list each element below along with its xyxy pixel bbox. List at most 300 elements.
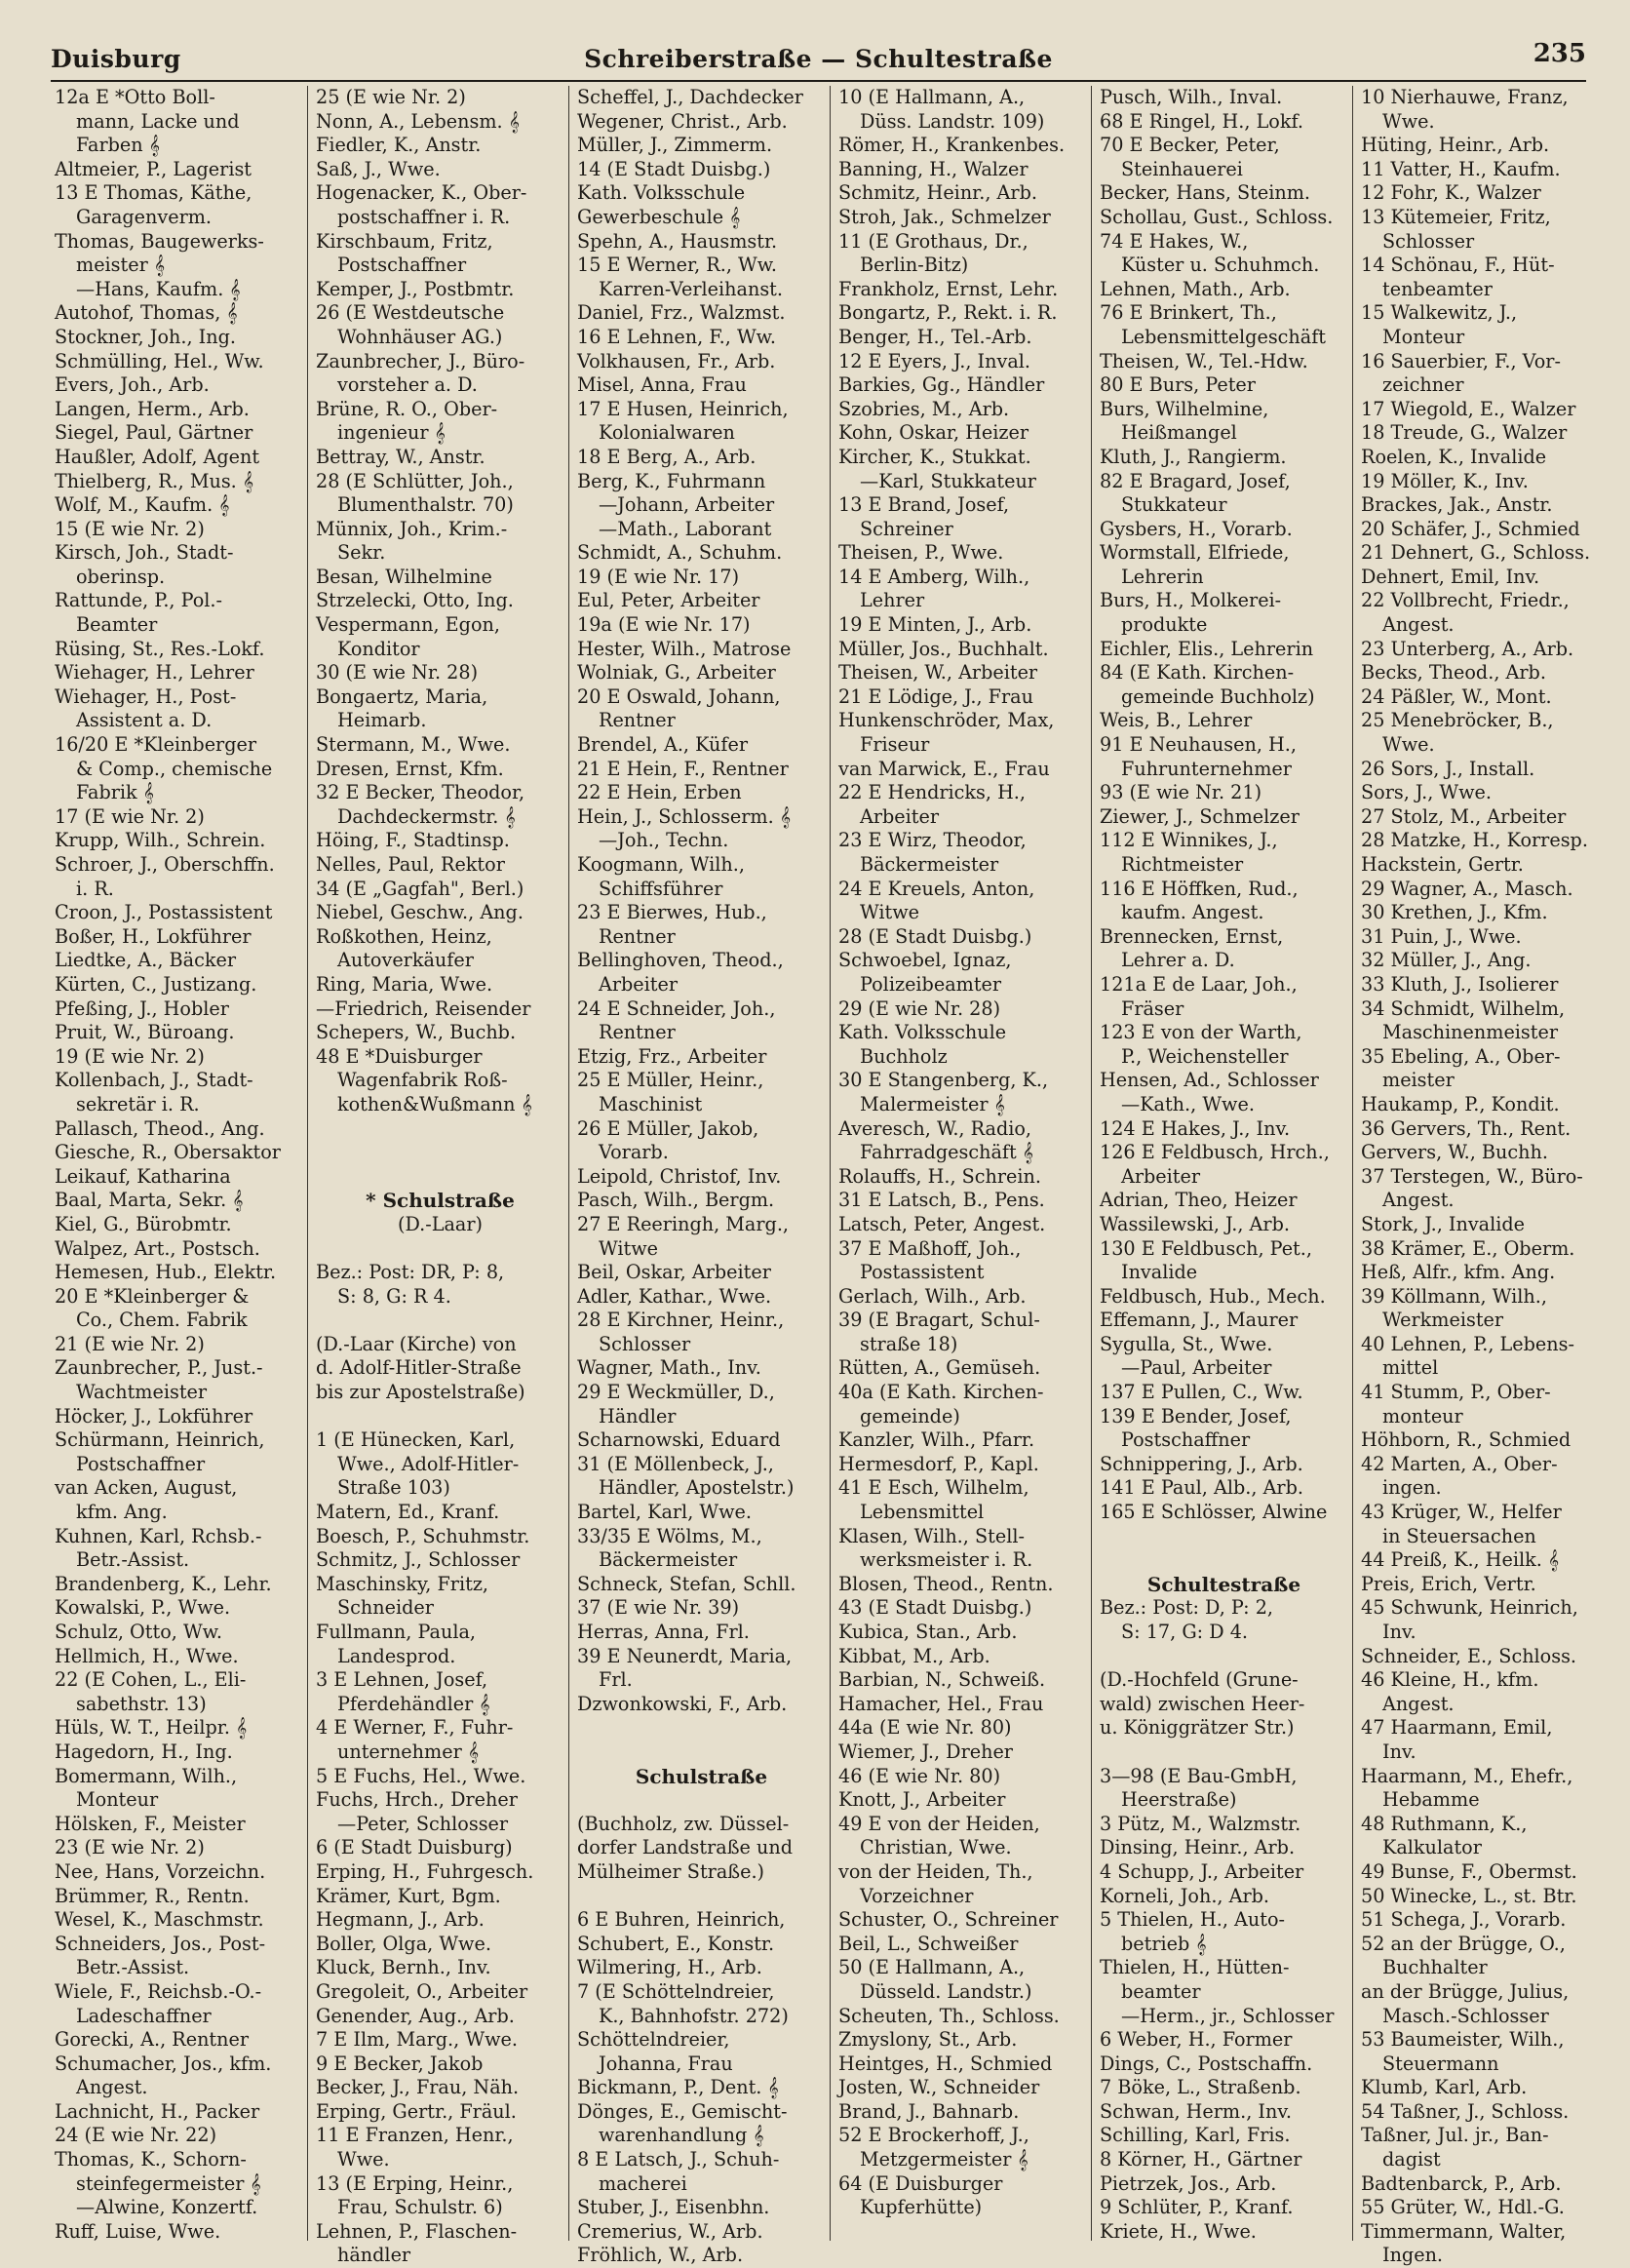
directory-entry: Bartel, Karl, Wwe. bbox=[577, 1501, 752, 1524]
directory-entry: Ingen. bbox=[1382, 2244, 1444, 2267]
directory-entry: Stukkateur bbox=[1121, 493, 1227, 517]
directory-entry: Misel, Anna, Frau bbox=[577, 373, 747, 397]
directory-entry: Wolniak, G., Arbeiter bbox=[577, 661, 776, 684]
directory-entry: Fullmann, Paula, bbox=[316, 1621, 477, 1643]
directory-entry: macherei bbox=[599, 2171, 687, 2195]
directory-entry: Schürmann, Heinrich, bbox=[55, 1428, 265, 1452]
directory-entry: 16 Sauerbier, F., Vor- bbox=[1361, 349, 1561, 372]
directory-entry: Friseur bbox=[860, 733, 930, 757]
directory-entry: 25 E Müller, Heinr., bbox=[577, 1069, 764, 1092]
street-heading: Schultestraße bbox=[1146, 1572, 1301, 1596]
directory-entry: 15 (E wie Nr. 2) bbox=[55, 517, 205, 540]
directory-entry: Farben 𝄞 bbox=[76, 134, 161, 157]
directory-entry: Averesch, W., Radio, bbox=[838, 1116, 1032, 1140]
directory-entry: 22 (E Cohen, L., Eli- bbox=[55, 1668, 247, 1692]
directory-entry: Latsch, Peter, Angest. bbox=[838, 1212, 1046, 1235]
directory-entry: 31 (E Möllenbeck, J., bbox=[577, 1452, 774, 1475]
directory-entry: 21 E Lödige, J., Frau bbox=[838, 684, 1033, 708]
street-heading: Schulstraße bbox=[635, 1764, 768, 1788]
directory-entry: 93 (E wie Nr. 21) bbox=[1100, 781, 1262, 804]
directory-entry: Blosen, Theod., Rentn. bbox=[838, 1572, 1054, 1595]
directory-entry: Wesel, K., Maschmstr. bbox=[55, 1908, 264, 1932]
directory-entry: 70 E Becker, Peter, bbox=[1100, 134, 1280, 157]
directory-entry: 126 E Feldbusch, Hrch., bbox=[1100, 1141, 1330, 1164]
directory-entry: Schubert, E., Konstr. bbox=[577, 1932, 775, 1955]
directory-entry: Pferdehändler 𝄞 bbox=[337, 1692, 490, 1715]
directory-entry: 28 Matzke, H., Korresp. bbox=[1361, 829, 1588, 852]
directory-entry: Stockner, Joh., Ing. bbox=[55, 325, 236, 348]
directory-entry: Brümmer, R., Rentn. bbox=[55, 1884, 250, 1907]
directory-entry: Thielen, H., Hütten- bbox=[1100, 1956, 1290, 1979]
directory-entry: 21 (E wie Nr. 2) bbox=[55, 1332, 205, 1355]
directory-entry: 23 E Wirz, Theodor, bbox=[838, 829, 1027, 852]
directory-entry: Postschaffner bbox=[76, 1452, 206, 1475]
directory-entry: Hölsken, F., Meister bbox=[55, 1812, 246, 1835]
directory-entry: Inv. bbox=[1382, 1621, 1417, 1643]
directory-entry: 24 E Schneider, Joh., bbox=[577, 997, 776, 1020]
directory-entry: 27 Stolz, M., Arbeiter bbox=[1361, 804, 1567, 828]
directory-entry: Postschaffner bbox=[1121, 1428, 1251, 1452]
directory-entry: Wegener, Christ., Arb. bbox=[577, 109, 788, 133]
directory-entry: 137 E Pullen, C., Ww. bbox=[1100, 1381, 1303, 1404]
directory-entry: Evers, Joh., Arb. bbox=[55, 373, 210, 397]
directory-entry: Wwe. bbox=[1382, 109, 1435, 133]
directory-entry: Kubica, Stan., Arb. bbox=[838, 1621, 1018, 1643]
directory-entry: 31 Puin, J., Wwe. bbox=[1361, 924, 1522, 948]
directory-entry: Josten, W., Schneider bbox=[838, 2076, 1040, 2099]
directory-entry: —Math., Laborant bbox=[599, 517, 772, 540]
spacer bbox=[577, 1740, 826, 1765]
directory-entry: Ring, Maria, Wwe. bbox=[316, 972, 493, 996]
directory-entry: 37 Terstegen, W., Büro- bbox=[1361, 1164, 1583, 1188]
directory-entry: meister bbox=[1382, 1069, 1455, 1092]
directory-entry: Römer, H., Krankenbes. bbox=[838, 134, 1066, 157]
directory-entry: beamter bbox=[1121, 1979, 1201, 2003]
directory-entry: 26 Sors, J., Install. bbox=[1361, 757, 1535, 780]
header-city: Duisburg bbox=[51, 45, 181, 73]
directory-entry: ingenieur 𝄞 bbox=[337, 421, 446, 445]
directory-entry: 82 E Bragard, Josef, bbox=[1100, 469, 1291, 492]
directory-entry: Boßer, H., Lokführer bbox=[55, 924, 252, 948]
directory-entry: Fabrik 𝄞 bbox=[76, 781, 155, 804]
spacer bbox=[316, 1141, 564, 1165]
directory-entry: Pasch, Wilh., Bergm. bbox=[577, 1189, 775, 1212]
directory-entry: Wiehager, H., Post- bbox=[55, 684, 237, 708]
directory-entry: Bongaertz, Maria, bbox=[316, 684, 488, 708]
directory-entry: Gysbers, H., Vorarb. bbox=[1100, 517, 1293, 540]
directory-entry: Höhborn, R., Schmied bbox=[1361, 1428, 1572, 1452]
directory-entry: Wwe. bbox=[1382, 733, 1435, 757]
directory-entry: Rentner bbox=[599, 924, 676, 948]
directory-entry: Vorarb. bbox=[599, 1141, 669, 1164]
directory-entry: 121a E de Laar, Joh., bbox=[1100, 972, 1298, 996]
directory-entry: d. Adolf-Hitler-Straße bbox=[316, 1356, 522, 1380]
directory-entry: 23 E Bierwes, Hub., bbox=[577, 901, 767, 924]
directory-entry: Dehnert, Emil, Inv. bbox=[1361, 565, 1540, 588]
directory-entry: 11 Vatter, H., Kaufm. bbox=[1361, 157, 1561, 180]
column-6 bbox=[1361, 86, 1614, 2267]
directory-entry: Klasen, Wilh., Stell- bbox=[838, 1524, 1025, 1547]
directory-entry: 5 Thielen, H., Auto- bbox=[1100, 1908, 1285, 1932]
directory-entry: 17 (E wie Nr. 2) bbox=[55, 804, 205, 828]
directory-entry: Kohn, Oskar, Heizer bbox=[838, 421, 1029, 445]
directory-entry: Thomas, Baugewerks- bbox=[55, 229, 264, 253]
directory-entry: Kirsch, Joh., Stadt- bbox=[55, 541, 234, 565]
directory-entry: 39 Köllmann, Wilh., bbox=[1361, 1284, 1547, 1308]
directory-entry: Händler, Apostelstr.) bbox=[599, 1476, 795, 1500]
directory-entry: 18 Treude, G., Walzer bbox=[1361, 421, 1568, 445]
directory-entry: 12 E Eyers, J., Inval. bbox=[838, 349, 1030, 372]
directory-entry: Wohnhäuser AG.) bbox=[337, 325, 503, 348]
directory-entry: Kupferhütte) bbox=[860, 2196, 983, 2219]
directory-entry: Schneider bbox=[337, 1596, 434, 1620]
directory-entry: Schulz, Otto, Ww. bbox=[55, 1621, 222, 1643]
directory-entry: Bomermann, Wilh., bbox=[55, 1764, 238, 1787]
directory-entry: 6 (E Stadt Duisburg) bbox=[316, 1836, 513, 1859]
directory-entry: Postschaffner bbox=[337, 254, 467, 277]
directory-entry: (Buchholz, zw. Düssel- bbox=[577, 1812, 790, 1835]
directory-entry: Beamter bbox=[76, 613, 158, 637]
directory-entry: Besan, Wilhelmine bbox=[316, 565, 492, 588]
directory-entry: Burs, H., Molkerei- bbox=[1100, 589, 1282, 612]
directory-entry: 32 E Becker, Theodor, bbox=[316, 781, 525, 804]
directory-entry: 15 Walkewitz, J., bbox=[1361, 301, 1518, 325]
directory-entry: Schmitz, Heinr., Arb. bbox=[838, 181, 1037, 205]
directory-entry: Erping, H., Fuhrgesch. bbox=[316, 1859, 534, 1883]
directory-entry: Kollenbach, J., Stadt- bbox=[55, 1069, 253, 1092]
directory-entry: Gervers, W., Buchh. bbox=[1361, 1141, 1548, 1164]
directory-entry: Bez.: Post: DR, P: 8, bbox=[316, 1261, 505, 1284]
directory-entry: sekretär i. R. bbox=[76, 1092, 200, 1115]
directory-entry: Vorzeichner bbox=[860, 1884, 974, 1907]
directory-entry: Rütten, A., Gemüseh. bbox=[838, 1356, 1041, 1380]
directory-entry: 14 (E Stadt Duisbg.) bbox=[577, 157, 771, 180]
directory-entry: Krupp, Wilh., Schrein. bbox=[55, 829, 266, 852]
directory-entry: Hüls, W. T., Heilpr. 𝄞 bbox=[55, 1716, 248, 1740]
directory-entry: u. Königgrätzer Str.) bbox=[1100, 1716, 1295, 1740]
directory-entry: 33/35 E Wölms, M., bbox=[577, 1524, 762, 1547]
directory-entry: Hellmich, H., Wwe. bbox=[55, 1644, 239, 1667]
directory-entry: 123 E von der Warth, bbox=[1100, 1021, 1302, 1044]
directory-entry: Hegmann, J., Arb. bbox=[316, 1908, 485, 1932]
spacer bbox=[1100, 1740, 1348, 1765]
directory-entry: 4 E Werner, F., Fuhr- bbox=[316, 1716, 514, 1740]
directory-entry: 165 E Schlösser, Alwine bbox=[1100, 1501, 1328, 1524]
directory-entry: Haußler, Adolf, Agent bbox=[55, 445, 260, 468]
page-number: 235 bbox=[1533, 39, 1586, 68]
directory-entry: Steuermann bbox=[1382, 2052, 1499, 2075]
directory-entry: Wagenfabrik Roß- bbox=[337, 1069, 508, 1092]
spacer bbox=[577, 1716, 826, 1740]
directory-entry: 12 Fohr, K., Walzer bbox=[1361, 181, 1541, 205]
directory-entry: Lehrer a. D. bbox=[1121, 949, 1235, 972]
directory-entry: Werkmeister bbox=[1382, 1309, 1504, 1332]
directory-entry: 48 E *Duisburger bbox=[316, 1044, 483, 1068]
directory-entry: meister 𝄞 bbox=[76, 254, 166, 277]
directory-entry: Masch.-Schlosser bbox=[1382, 2004, 1549, 2027]
directory-entry: Polizeibeamter bbox=[860, 972, 1002, 996]
directory-entry: Küster u. Schuhmch. bbox=[1121, 254, 1320, 277]
directory-entry: Heß, Alfr., kfm. Ang. bbox=[1361, 1261, 1556, 1284]
directory-entry: Frl. bbox=[599, 1668, 633, 1692]
directory-entry: Hebamme bbox=[1382, 1788, 1480, 1812]
directory-entry: Lehrerin bbox=[1121, 565, 1204, 588]
directory-entry: Hackstein, Gertr. bbox=[1361, 853, 1524, 876]
directory-entry: Gewerbeschule 𝄞 bbox=[577, 205, 741, 228]
directory-entry: Saß, J., Wwe. bbox=[316, 157, 441, 180]
column-3 bbox=[577, 86, 831, 2267]
directory-entry: Hagedorn, H., Ing. bbox=[55, 1740, 233, 1763]
directory-entry: 9 E Becker, Jakob bbox=[316, 2052, 484, 2075]
directory-entry: Leipold, Christof, Inv. bbox=[577, 1164, 782, 1188]
directory-entry: Haukamp, P., Kondit. bbox=[1361, 1092, 1560, 1115]
directory-entry: 35 Ebeling, A., Ober- bbox=[1361, 1044, 1561, 1068]
directory-entry: 124 E Hakes, J., Inv. bbox=[1100, 1116, 1291, 1140]
directory-entry: Heißmangel bbox=[1121, 421, 1237, 445]
directory-entry: 40 Lehnen, P., Lebens- bbox=[1361, 1332, 1574, 1355]
directory-entry: in Steuersachen bbox=[1382, 1524, 1536, 1547]
directory-entry: Garagenverm. bbox=[76, 205, 213, 228]
directory-entry: —Karl, Stukkateur bbox=[860, 469, 1036, 492]
directory-entry: Siegel, Paul, Gärtner bbox=[55, 421, 253, 445]
directory-entry: Karren-Verleihanst. bbox=[599, 277, 783, 300]
spacer bbox=[577, 1885, 826, 1909]
directory-entry: Eul, Peter, Arbeiter bbox=[577, 589, 760, 612]
directory-entry: 25 (E wie Nr. 2) bbox=[316, 86, 466, 108]
directory-entry: Sygulla, St., Wwe. bbox=[1100, 1332, 1273, 1355]
directory-entry: Hermesdorf, P., Kapl. bbox=[838, 1452, 1039, 1475]
directory-entry: Banning, H., Walzer bbox=[838, 157, 1028, 180]
directory-entry: Dachdeckermstr. 𝄞 bbox=[337, 804, 516, 828]
directory-entry: Krämer, Kurt, Bgm. bbox=[316, 1884, 501, 1907]
directory-entry: Maschinist bbox=[599, 1092, 703, 1115]
directory-entry: Monteur bbox=[1382, 325, 1465, 348]
directory-entry: Wwe. bbox=[337, 2148, 390, 2171]
directory-entry: 28 (E Schlütter, Joh., bbox=[316, 469, 514, 492]
directory-entry: Kemper, J., Postbmtr. bbox=[316, 277, 515, 300]
directory-entry: Schlosser bbox=[1382, 229, 1475, 253]
directory-entry: Müller, Jos., Buchhalt. bbox=[838, 637, 1049, 660]
directory-entry: Kluck, Bernh., Inv. bbox=[316, 1956, 491, 1979]
directory-entry: Zmyslony, St., Arb. bbox=[838, 2028, 1018, 2052]
directory-entry: 37 (E wie Nr. 39) bbox=[577, 1596, 740, 1620]
directory-entry: 44a (E wie Nr. 80) bbox=[838, 1716, 1012, 1740]
directory-entry: Schwoebel, Ignaz, bbox=[838, 949, 1012, 972]
directory-entry: Dresen, Ernst, Kfm. bbox=[316, 757, 504, 780]
directory-entry: 139 E Bender, Josef, bbox=[1100, 1404, 1292, 1427]
directory-entry: (D.-Laar) bbox=[397, 1212, 484, 1235]
street-heading: * Schulstraße bbox=[366, 1189, 515, 1213]
directory-entry: wald) zwischen Heer- bbox=[1100, 1692, 1305, 1715]
directory-entry: 51 Schega, J., Vorarb. bbox=[1361, 1908, 1567, 1932]
directory-entry: 19a (E wie Nr. 17) bbox=[577, 613, 751, 637]
directory-entry: Heintges, H., Schmied bbox=[838, 2052, 1053, 2075]
directory-entry: van Marwick, E., Frau bbox=[838, 757, 1050, 780]
directory-entry: 6 Weber, H., Former bbox=[1100, 2028, 1293, 2052]
directory-entry: Schumacher, Jos., kfm. bbox=[55, 2052, 272, 2075]
directory-entry: Fiedler, K., Anstr. bbox=[316, 134, 482, 157]
directory-entry: Postassistent bbox=[860, 1261, 985, 1284]
directory-entry: 34 Schmidt, Wilhelm, bbox=[1361, 997, 1566, 1020]
directory-entry: 68 E Ringel, H., Lokf. bbox=[1100, 109, 1304, 133]
directory-entry: 19 (E wie Nr. 2) bbox=[55, 1044, 205, 1068]
directory-entry: Düsseld. Landstr.) bbox=[860, 1979, 1032, 2003]
directory-entry: 19 (E wie Nr. 17) bbox=[577, 565, 740, 588]
directory-entry: Hogenacker, K., Ober- bbox=[316, 181, 527, 205]
directory-entry: —Friedrich, Reisender bbox=[316, 997, 531, 1020]
directory-entry: 29 Wagner, A., Masch. bbox=[1361, 877, 1573, 900]
directory-entry: Witwe bbox=[599, 1236, 659, 1260]
directory-entry: produkte bbox=[1121, 613, 1208, 637]
directory-entry: 36 Gervers, Th., Rent. bbox=[1361, 1116, 1572, 1140]
directory-entry: Kalkulator bbox=[1382, 1836, 1482, 1859]
directory-entry: 141 E Paul, Alb., Arb. bbox=[1100, 1476, 1303, 1500]
directory-entry: 30 (E wie Nr. 28) bbox=[316, 661, 479, 684]
directory-entry: Lehnen, Math., Arb. bbox=[1100, 277, 1291, 300]
directory-entry: 13 E Thomas, Käthe, bbox=[55, 181, 252, 205]
directory-entry: dorfer Landstraße und bbox=[577, 1836, 793, 1859]
directory-entry: Haarmann, M., Ehefr., bbox=[1361, 1764, 1573, 1787]
directory-entry: 50 Winecke, L., st. Btr. bbox=[1361, 1884, 1577, 1907]
directory-entry: Genender, Aug., Arb. bbox=[316, 2004, 515, 2027]
spacer bbox=[1100, 1548, 1348, 1573]
directory-entry: Croon, J., Postassistent bbox=[55, 901, 273, 924]
directory-entry: Höcker, J., Lokführer bbox=[55, 1404, 253, 1427]
directory-entry: Invalide bbox=[1121, 1261, 1198, 1284]
directory-entry: Pusch, Wilh., Inval. bbox=[1100, 86, 1283, 108]
directory-entry: 23 Unterberg, A., Arb. bbox=[1361, 637, 1574, 660]
directory-entry: Fräser bbox=[1121, 997, 1184, 1020]
directory-entry: Schneck, Stefan, Schll. bbox=[577, 1572, 796, 1595]
directory-entry: Nelles, Paul, Rektor bbox=[316, 853, 505, 876]
directory-entry: tenbeamter bbox=[1382, 277, 1493, 300]
directory-entry: —Paul, Arbeiter bbox=[1121, 1356, 1272, 1380]
directory-entry: 11 E Franzen, Henr., bbox=[316, 2124, 514, 2147]
directory-entry: K., Bahnhofstr. 272) bbox=[599, 2004, 789, 2027]
directory-entry: 30 Krethen, J., Kfm. bbox=[1361, 901, 1548, 924]
directory-entry: Kürten, C., Justizang. bbox=[55, 972, 257, 996]
directory-entry: Liedtke, A., Bäcker bbox=[55, 949, 237, 972]
directory-entry: Szobries, M., Arb. bbox=[838, 397, 1010, 420]
directory-entry: Schuster, O., Schreiner bbox=[838, 1908, 1059, 1932]
directory-entry: Angest. bbox=[1382, 1692, 1455, 1715]
directory-entry: 17 E Husen, Heinrich, bbox=[577, 397, 789, 420]
directory-entry: Hester, Wilh., Matrose bbox=[577, 637, 792, 660]
directory-entry: Schmitz, J., Schlosser bbox=[316, 1548, 521, 1572]
directory-entry: Schmidt, A., Schuhm. bbox=[577, 541, 783, 565]
directory-entry: Berg, K., Fuhrmann bbox=[577, 469, 766, 492]
directory-entry: Bettray, W., Anstr. bbox=[316, 445, 485, 468]
directory-entry: kaufm. Angest. bbox=[1121, 901, 1264, 924]
directory-entry: Heimarb. bbox=[337, 709, 427, 732]
directory-entry: & Comp., chemische bbox=[76, 757, 273, 780]
directory-entry: Wwe., Adolf-Hitler- bbox=[337, 1452, 520, 1475]
directory-entry: 3 E Lehnen, Josef, bbox=[316, 1668, 488, 1692]
directory-entry: Giesche, R., Obersaktor bbox=[55, 1141, 281, 1164]
directory-entry: Wilmering, H., Arb. bbox=[577, 1956, 762, 1979]
directory-entry: Angest. bbox=[1382, 613, 1455, 637]
directory-entry: Boesch, P., Schuhmstr. bbox=[316, 1524, 530, 1547]
directory-entry: Brandenberg, K., Lehr. bbox=[55, 1572, 272, 1595]
directory-entry: Betr.-Assist. bbox=[76, 1548, 190, 1572]
directory-entry: Cremerius, W., Arb. bbox=[577, 2219, 763, 2243]
directory-entry: Schwan, Herm., Inv. bbox=[1100, 2099, 1293, 2123]
directory-entry: mittel bbox=[1382, 1356, 1439, 1380]
directory-entry: Fröhlich, W., Arb. bbox=[577, 2244, 744, 2267]
directory-entry: gemeinde) bbox=[860, 1404, 960, 1427]
directory-entry: Monteur bbox=[76, 1788, 159, 1812]
directory-entry: Benger, H., Tel.-Arb. bbox=[838, 325, 1032, 348]
page-header bbox=[51, 39, 1586, 82]
directory-entry: Zaunbrecher, P., Just.- bbox=[55, 1356, 263, 1380]
directory-columns bbox=[55, 86, 1614, 2267]
directory-entry: Berlin-Bitz) bbox=[860, 254, 969, 277]
directory-entry: Schiffsführer bbox=[599, 877, 723, 900]
directory-entry: Arbeiter bbox=[1121, 1164, 1201, 1188]
directory-entry: 5 E Fuchs, Hel., Wwe. bbox=[316, 1764, 526, 1787]
directory-entry: gemeinde Buchholz) bbox=[1121, 684, 1315, 708]
directory-entry: 21 Dehnert, G., Schloss. bbox=[1361, 541, 1591, 565]
directory-entry: Effemann, J., Maurer bbox=[1100, 1309, 1299, 1332]
directory-entry: Burs, Wilhelmine, bbox=[1100, 397, 1269, 420]
directory-entry: Timmermann, Walter, bbox=[1361, 2219, 1567, 2243]
directory-entry: 46 (E wie Nr. 80) bbox=[838, 1764, 1001, 1787]
directory-entry: Autoverkäufer bbox=[337, 949, 474, 972]
directory-entry: 43 (E Stadt Duisbg.) bbox=[838, 1596, 1032, 1620]
directory-entry: 112 E Winnikes, J., bbox=[1100, 829, 1278, 852]
directory-entry: unternehmer 𝄞 bbox=[337, 1740, 480, 1763]
directory-entry: Bellinghoven, Theod., bbox=[577, 949, 784, 972]
directory-entry: Matern, Ed., Kranf. bbox=[316, 1501, 500, 1524]
directory-entry: Klumb, Karl, Arb. bbox=[1361, 2076, 1528, 2099]
directory-entry: 80 E Burs, Peter bbox=[1100, 373, 1256, 397]
directory-entry: Hamacher, Hel., Frau bbox=[838, 1692, 1044, 1715]
directory-entry: Dzwonkowski, F., Arb. bbox=[577, 1692, 788, 1715]
directory-entry: Wagner, Math., Inv. bbox=[577, 1356, 761, 1380]
directory-entry: Schollau, Gust., Schloss. bbox=[1100, 205, 1334, 228]
directory-entry: postschaffner i. R. bbox=[337, 205, 511, 228]
directory-entry: Buchhalter bbox=[1382, 1956, 1488, 1979]
directory-entry: 22 E Hein, Erben bbox=[577, 781, 742, 804]
directory-entry: Becker, J., Frau, Näh. bbox=[316, 2076, 520, 2099]
directory-entry: Metzgermeister 𝄞 bbox=[860, 2148, 1028, 2171]
directory-entry: 49 E von der Heiden, bbox=[838, 1812, 1040, 1835]
directory-entry: 20 E *Kleinberger & bbox=[55, 1284, 250, 1308]
directory-entry: Kirschbaum, Fritz, bbox=[316, 229, 493, 253]
directory-entry: 41 E Esch, Wilhelm, bbox=[838, 1476, 1029, 1500]
directory-entry: ingen. bbox=[1382, 1476, 1442, 1500]
directory-entry: Rüsing, St., Res.-Lokf. bbox=[55, 637, 265, 660]
directory-entry: Frankholz, Ernst, Lehr. bbox=[838, 277, 1059, 300]
directory-entry: Gregoleit, O., Arbeiter bbox=[316, 1979, 528, 2003]
directory-entry: Bickmann, P., Dent. 𝄞 bbox=[577, 2076, 779, 2099]
directory-entry: Altmeier, P., Lagerist bbox=[55, 157, 252, 180]
directory-entry: —Hans, Kaufm. 𝄞 bbox=[76, 277, 241, 300]
directory-entry: Schöttelndreier, bbox=[577, 2028, 730, 2052]
directory-entry: Zaunbrecher, J., Büro- bbox=[316, 349, 525, 372]
directory-entry: 74 E Hakes, W., bbox=[1100, 229, 1249, 253]
directory-entry: steinfegermeister 𝄞 bbox=[76, 2171, 261, 2195]
directory-entry: Landesprod. bbox=[337, 1644, 456, 1667]
directory-entry: 18 E Berg, A., Arb. bbox=[577, 445, 757, 468]
directory-entry: an der Brügge, Julius, bbox=[1361, 1979, 1570, 2003]
directory-entry: S: 8, G: R 4. bbox=[337, 1284, 451, 1308]
directory-entry: händler bbox=[337, 2244, 411, 2267]
directory-entry: straße 18) bbox=[860, 1332, 958, 1355]
directory-entry: betrieb 𝄞 bbox=[1121, 1932, 1207, 1955]
directory-entry: Höing, F., Stadtinsp. bbox=[316, 829, 510, 852]
directory-entry: Walpez, Art., Postsch. bbox=[55, 1236, 260, 1260]
